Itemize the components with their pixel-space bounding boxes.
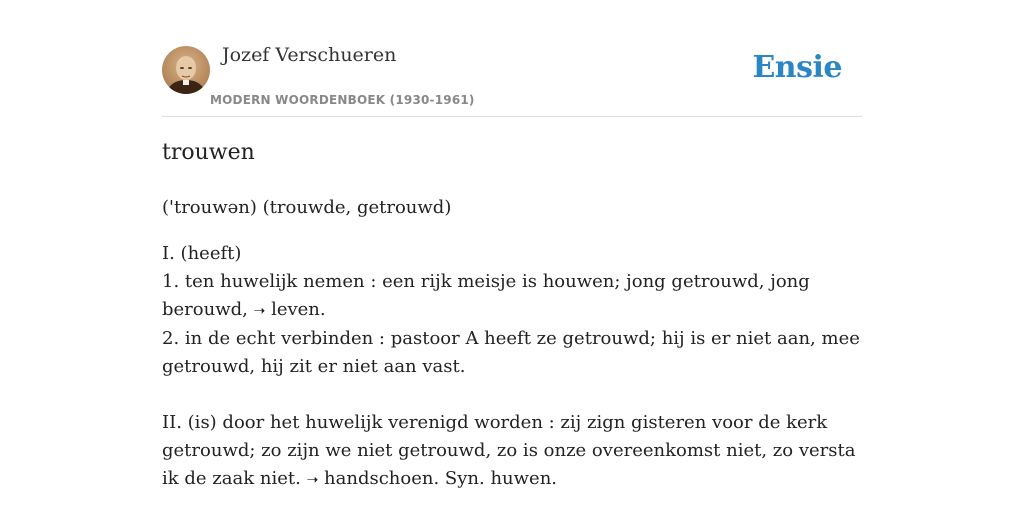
arrow-right-icon: ➝: [306, 472, 319, 488]
entry-header: [162, 0, 862, 117]
entry-card: [162, 0, 862, 512]
entry-pronunciation: ('trouwən) (trouwde, getrouwd): [162, 197, 452, 218]
author-portrait-image: [162, 46, 210, 94]
entry-definition: [162, 194, 862, 494]
dictionary-source: MODERN WOORDENBOEK (1930-1961): [210, 93, 475, 107]
crossref-link-handschoen[interactable]: handschoen: [324, 468, 434, 489]
entry-headword: trouwen: [162, 140, 255, 165]
section-2: [162, 409, 862, 494]
sense-1: [162, 268, 862, 325]
sense-2: 2. in de echt verbinden : pastoor A heeft ze getrouwd; hij is er niet aan, mee getrouwd, hij zit er niet aan vast.: [162, 328, 860, 377]
arrow-right-icon: ➝: [253, 303, 266, 319]
section-2-text: II. (is) door het huwelijk verenigd worden : zij zign gisteren voor de kerk getrouwd; zo zijn we niet getrouwd, zo is onze overeenkomst niet, zo versta ik de zaak niet.: [162, 412, 856, 489]
author-avatar[interactable]: [162, 46, 210, 94]
sense-1-text: 1. ten huwelijk nemen : een rijk meisje is houwen; jong getrouwd, jong berouwd,: [162, 271, 810, 320]
sense-1-end: .: [319, 299, 326, 320]
author-name-link[interactable]: Jozef Verschueren: [222, 44, 397, 66]
crossref-link-leven[interactable]: leven: [271, 299, 320, 320]
section-1-label: I. (heeft): [162, 243, 242, 264]
ensie-logo-link[interactable]: Ensie: [752, 50, 842, 85]
section-2-end: . Syn. huwen.: [433, 468, 558, 489]
